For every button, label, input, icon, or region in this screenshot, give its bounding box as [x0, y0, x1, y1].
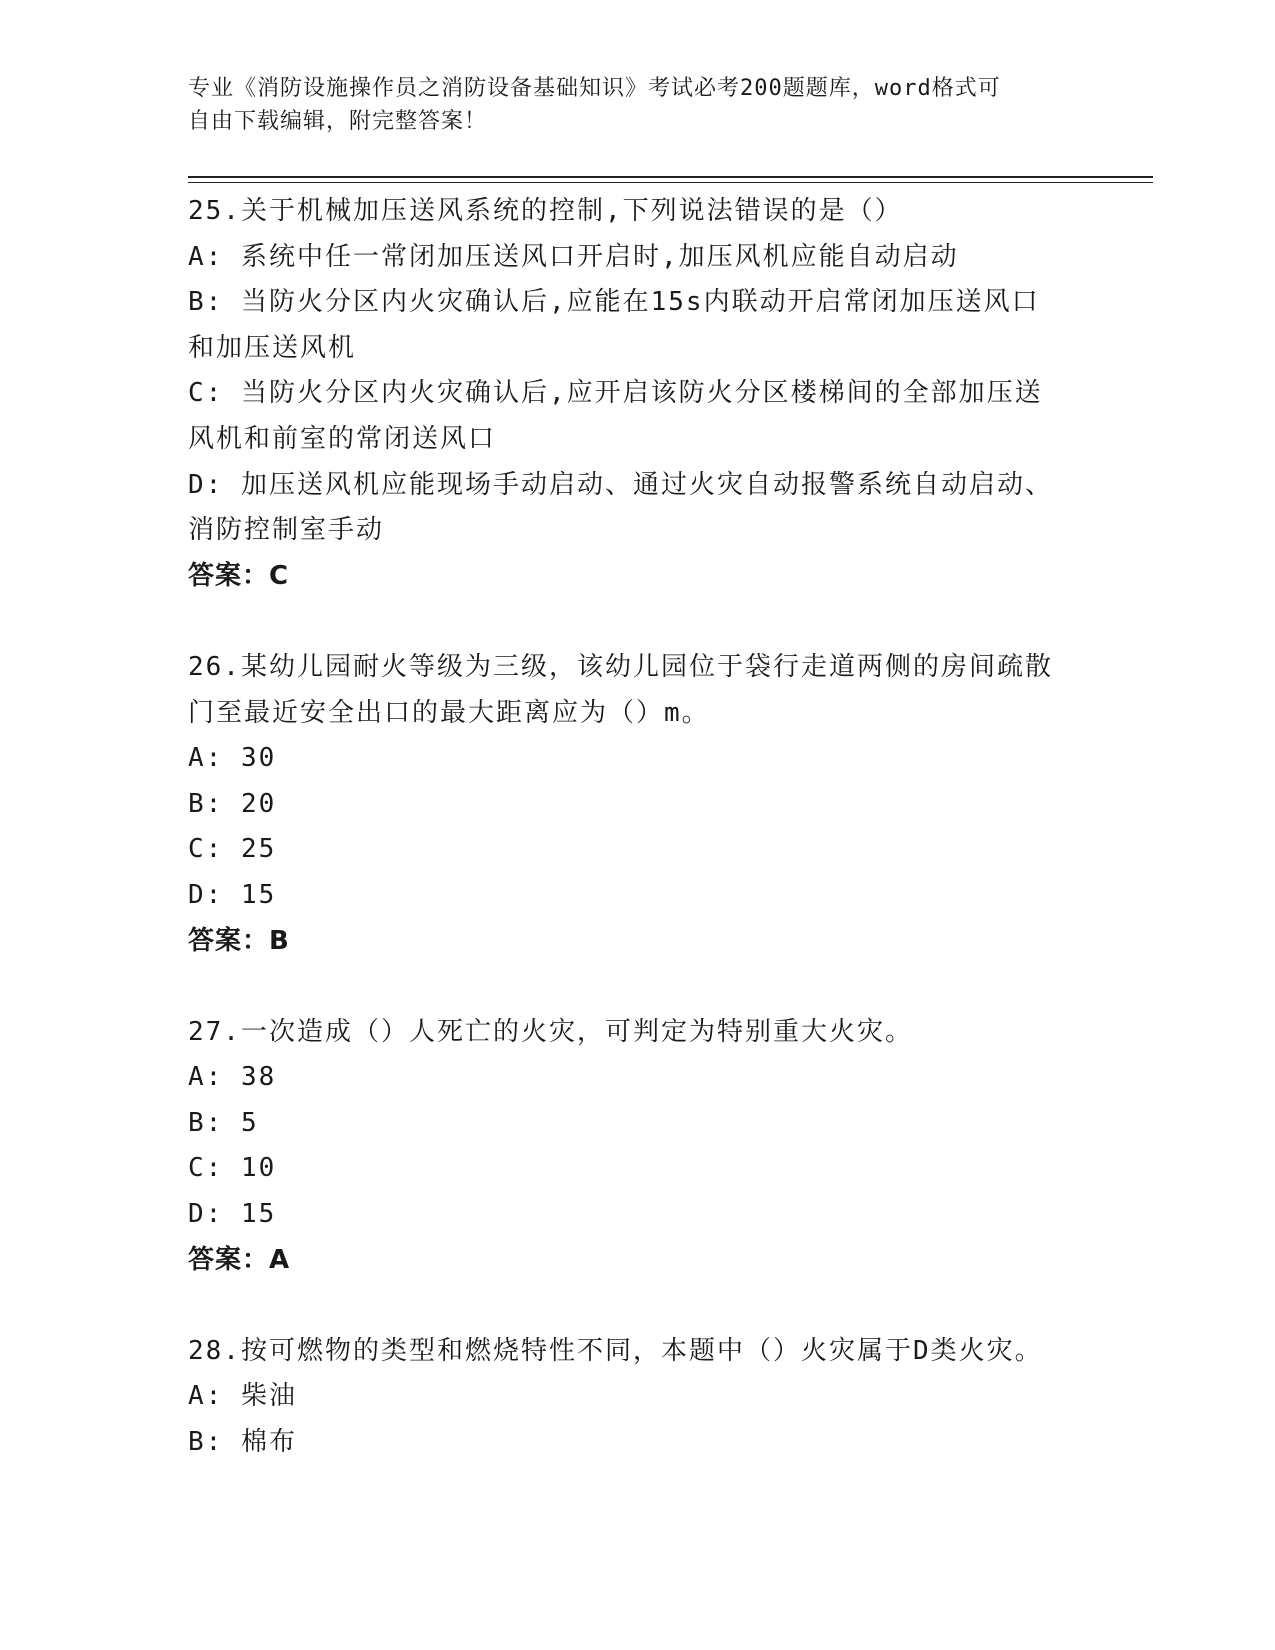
- question-26-stem-cont: 门至最近安全出口的最大距离应为（）m。: [188, 697, 710, 728]
- question-26-option-b: B: 20: [188, 788, 277, 819]
- question-26-stem: 26.某幼儿园耐火等级为三级，该幼儿园位于袋行走道两侧的房间疏散: [188, 651, 1053, 682]
- header-divider-thick: [188, 176, 1153, 178]
- question-27-option-d: D: 15: [188, 1199, 277, 1230]
- question-28-option-b: B: 棉布: [188, 1427, 297, 1458]
- question-27-option-c: C: 10: [188, 1153, 277, 1184]
- question-25-option-c-cont: 风机和前室的常闭送风口: [188, 423, 497, 454]
- question-block-26: [188, 645, 1088, 964]
- question-25-stem: 25.关于机械加压送风系统的控制,下列说法错误的是（）: [188, 196, 903, 226]
- header-line-2: 自由下载编辑，附完整答案！: [188, 109, 488, 134]
- question-27-stem: 27.一次造成（）人死亡的火灾，可判定为特别重大火灾。: [188, 1016, 913, 1047]
- question-26-option-a: A: 30: [188, 743, 277, 774]
- question-28-stem: 28.按可燃物的类型和燃烧特性不同，本题中（）火灾属于D类火灾。: [188, 1335, 1043, 1366]
- question-27-option-b: B: 5: [188, 1107, 259, 1138]
- question-25-option-d-cont: 消防控制室手动: [188, 515, 385, 546]
- question-26-answer: 答案：B: [188, 925, 290, 956]
- question-gap: [188, 964, 1088, 1010]
- question-25-option-a: A: 系统中任一常闭加压送风口开启时,加压风机应能自动启动: [188, 241, 959, 272]
- question-28-option-a: A: 柴油: [188, 1381, 297, 1412]
- document-header: [188, 72, 1088, 138]
- question-26-option-d: D: 15: [188, 879, 277, 910]
- question-25-answer: 答案：C: [188, 560, 290, 591]
- header-line-1: 专业《消防设施操作员之消防设备基础知识》考试必考200题题库，word格式可: [188, 76, 1001, 101]
- question-26-option-c: C: 25: [188, 834, 277, 865]
- question-25-option-b: B: 当防火分区内火灾确认后,应能在15s内联动开启常闭加压送风口: [188, 287, 1040, 318]
- question-27-option-a: A: 38: [188, 1062, 277, 1093]
- question-27-answer: 答案：A: [188, 1244, 291, 1275]
- header-divider-thin: [188, 182, 1153, 183]
- question-block-25: [188, 189, 1088, 599]
- question-block-28: [188, 1329, 1088, 1466]
- question-gap: [188, 1283, 1088, 1329]
- question-block-27: [188, 1010, 1088, 1284]
- question-25-option-b-cont: 和加压送风机: [188, 332, 357, 363]
- question-25-option-c: C: 当防火分区内火灾确认后,应开启该防火分区楼梯间的全部加压送: [188, 378, 1043, 409]
- question-gap: [188, 599, 1088, 645]
- question-25-option-d: D: 加压送风机应能现场手动启动、通过火灾自动报警系统自动启动、: [188, 469, 1053, 500]
- question-list: [188, 189, 1088, 1466]
